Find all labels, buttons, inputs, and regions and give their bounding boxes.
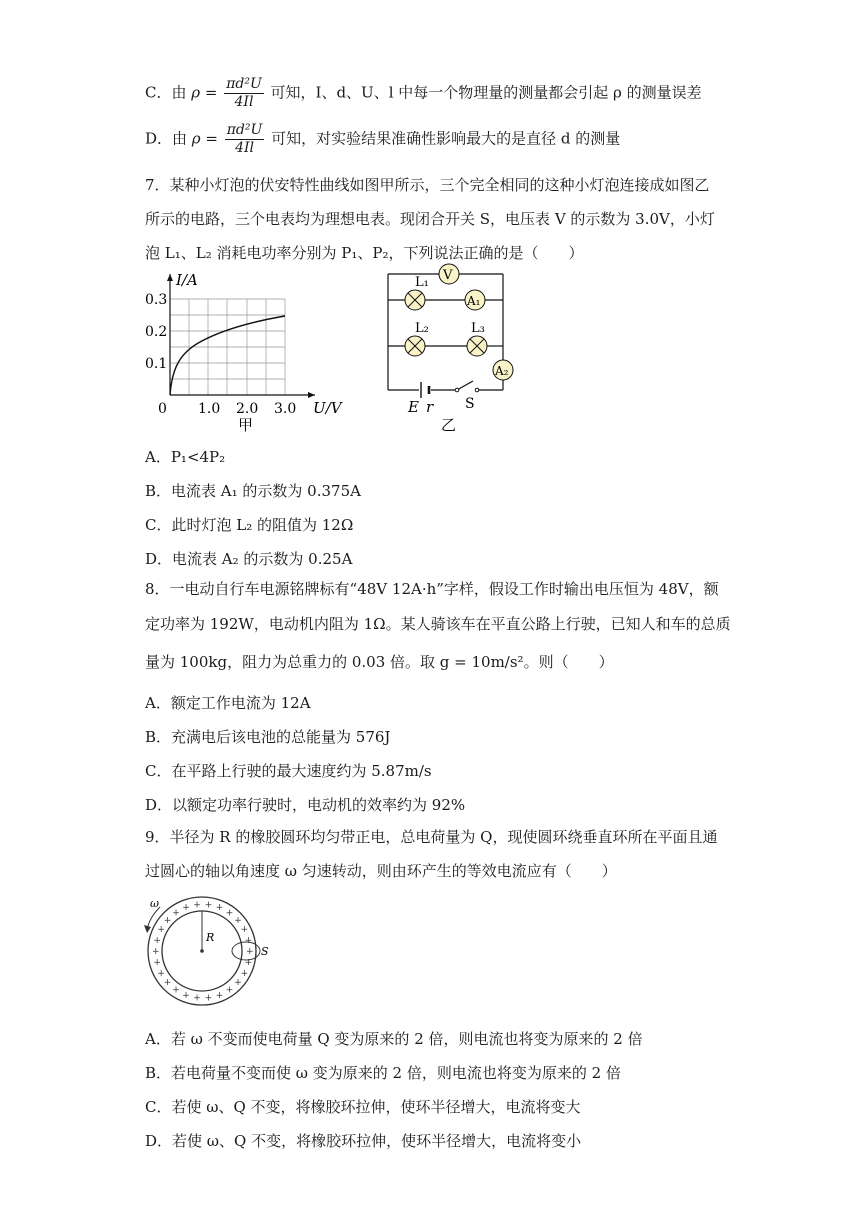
switch-contact [475,388,479,392]
q7-option-d: D．电流表 A₂ 的示数为 0.25A [145,550,353,568]
plus-charge-icon: + [182,903,190,914]
q9-option-d: D．若使 ω、Q 不变，将橡胶环拉伸，使环半径增大，电流将变小 [145,1132,582,1150]
rotation-arrowhead-icon [144,925,151,933]
circuit-caption: 乙 [441,416,457,434]
plus-charge-icon: + [153,958,161,969]
circuit-wires [388,274,503,390]
q7-stem-line3: 泡 L₁、L₂ 消耗电功率分别为 P₁、P₂，下列说法正确的是（ ） [145,244,584,262]
q9-stem-line1: 9．半径为 R 的橡胶圆环均匀带正电，总电荷量为 Q，现使圆环绕垂直环所在平面且通 [145,828,718,846]
q7-stem-line1: 7．某种小灯泡的伏安特性曲线如图甲所示，三个完全相同的这种小灯泡连接成如图乙 [145,176,710,194]
x-tick-3.0: 3.0 [274,401,297,417]
q8-option-a: A．额定工作电流为 12A [145,694,311,712]
fraction-numerator: πd²U [226,122,263,138]
plus-charge-icon: + [215,990,224,1001]
plus-charge-icon: + [153,935,161,946]
rho-symbol: ρ = [191,83,223,102]
q8-option-b: B．充满电后该电池的总能量为 576J [145,728,391,746]
q9-option-a: A．若 ω 不变而使电荷量 Q 变为原来的 2 倍，则电流也将变为原来的 2 倍 [145,1030,643,1048]
omega-label: ω [150,897,159,910]
q8-option-c: C．在平路上行驶的最大速度约为 5.87m/s [145,762,432,780]
plus-charge-icon: + [193,993,201,1004]
option-c-prefix: C．由 [145,83,192,102]
radius-label: R [206,931,215,944]
plus-charge-icon: + [157,925,165,936]
circuit-diagram [375,262,525,434]
fraction-denominator: 4Il [234,94,254,110]
q7-option-b: B．电流表 A₁ 的示数为 0.375A [145,482,361,500]
plus-charge-icon: + [234,978,242,989]
plus-charge-icon: + [172,985,180,996]
plus-charge-icon: + [172,908,180,919]
plus-charge-icon: + [157,968,165,979]
y-tick-0.1: 0.1 [145,356,168,372]
resistivity-fraction [224,76,264,111]
cross-section-label: S [261,945,269,958]
q9-stem-line2: 过圆心的轴以角速度 ω 匀速转动，则由环产生的等效电流应有（ ） [145,862,617,880]
q9-option-b: B．若电荷量不变而使 ω 变为原来的 2 倍，则电流也将变为原来的 2 倍 [145,1064,621,1082]
q9-option-c: C．若使 ω、Q 不变，将橡胶环拉伸，使环半径增大，电流将变大 [145,1098,581,1116]
switch-contact [455,388,459,392]
graph-grid [170,299,285,395]
plus-charge-icon: + [240,968,249,979]
lamp-l3-label: L₃ [471,321,485,336]
q7-stem-line2: 所示的电路，三个电表均为理想电表。现闭合开关 S，电压表 V 的示数为 3.0V，小灯 [145,210,715,228]
x-tick-1.0: 1.0 [198,401,221,417]
x-tick-2.0: 2.0 [236,401,259,417]
resistivity-fraction [225,122,265,157]
y-tick-0.2: 0.2 [145,324,168,340]
graph-x-label: U/V [313,399,342,417]
internal-resistance-label: r [426,398,434,416]
q8-stem-line2: 定功率为 192W，电动机内阻为 1Ω。某人骑该车在平直公路上行驶，已知人和车的总质 [145,615,731,633]
plus-charge-icon: + [204,993,213,1004]
plus-charge-icon: + [234,915,242,926]
plus-charge-icon: + [152,947,160,957]
option-d-prefix: D．由 [145,129,192,148]
lamp-l1-label: L₁ [415,275,429,290]
plus-charge-icon: + [163,978,172,989]
y-axis-arrow-icon [167,274,173,281]
switch-label: S [465,396,475,412]
q8-stem-line1: 8．一电动自行车电源铭牌标有“48V 12A·h”字样，假设工作时输出电压恒为 48V，额 [145,580,719,598]
iv-curve [170,316,285,395]
q7-option-c: C．此时灯泡 L₂ 的阻值为 12Ω [145,516,354,534]
graph-y-label: I/A [176,271,198,289]
q8-stem-line3: 量为 100kg，阻力为总重力的 0.03 倍。取 g = 10m/s²。则（ ） [145,653,614,671]
plus-charge-icon: + [215,903,224,914]
charged-ring-figure [142,893,282,1013]
plus-charge-icon: + [225,908,234,919]
q6-option-c [145,76,702,111]
plus-charge-icon: + [163,915,172,926]
graph-origin: 0 [158,401,167,417]
iv-curve-graph [140,268,350,438]
plus-charge-icon: + [204,900,213,911]
q7-option-a: A．P₁<4P₂ [145,448,226,466]
y-tick-0.3: 0.3 [145,292,168,308]
ammeter-a2-label: A₂ [495,364,509,378]
option-c-text: 可知，I、d、U、l 中每一个物理量的测量都会引起 ρ 的测量误差 [265,83,702,102]
x-axis-arrow-icon [308,392,315,398]
plus-charge-icon: + [244,935,253,946]
graph-caption: 甲 [238,416,254,434]
fraction-denominator: 4Il [235,140,254,156]
plus-charge-icon: + [225,985,234,996]
voltmeter-label: V [443,268,453,283]
rho-symbol: ρ = [191,129,223,148]
lamp-l2-label: L₂ [415,321,429,336]
plus-charge-icon: + [246,947,254,957]
fraction-numerator: πd²U [226,76,262,92]
q8-option-d: D．以额定功率行驶时，电动机的效率约为 92% [145,796,466,814]
plus-charge-icon: + [193,900,201,911]
plus-charge-icon: + [240,925,249,936]
emf-label: E [408,398,419,416]
option-d-text: 可知，对实验结果准确性影响最大的是直径 d 的测量 [266,129,621,148]
q6-option-d [145,122,620,157]
plus-charge-icon: + [244,958,253,969]
plus-charge-icon: + [182,990,190,1001]
ammeter-a1-label: A₁ [467,294,481,308]
